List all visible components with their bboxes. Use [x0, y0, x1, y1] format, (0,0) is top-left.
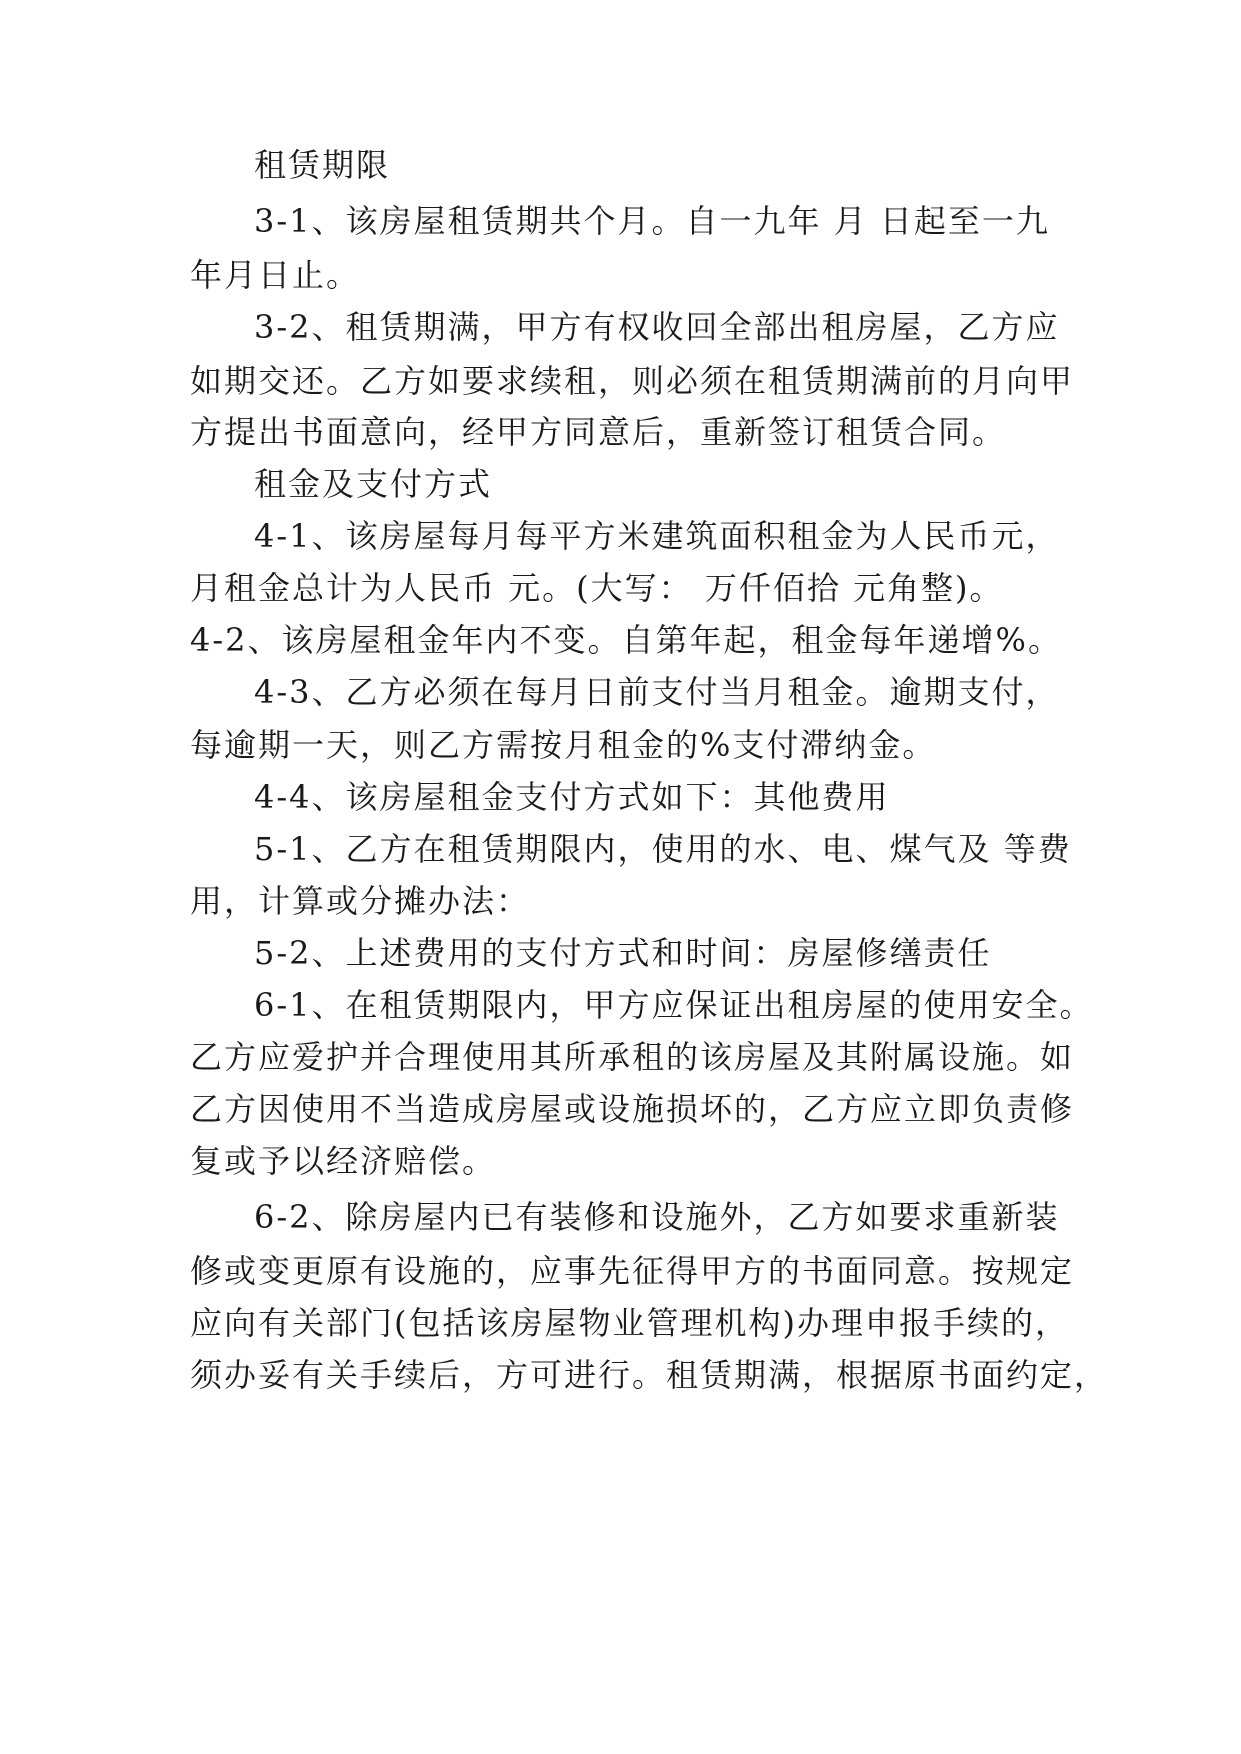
clause-4-2-line-1: 4-2、该房屋租金年内不变。自第年起，租金每年递增%。: [190, 621, 1062, 659]
clause-5-1-line-1: 5-1、乙方在租赁期限内，使用的水、电、煤气及 等费: [254, 830, 1072, 868]
clause-3-1-line-1: 3-1、该房屋租赁期共个月。自一九年 月 日起至一九: [254, 202, 1050, 240]
section-heading-rent-payment: 租金及支付方式: [254, 465, 493, 503]
clause-6-2-line-4: 须办妥有关手续后，方可进行。租赁期满，根据原书面约定，: [190, 1356, 1109, 1394]
clause-4-4-line-1: 4-4、该房屋租金支付方式如下：其他费用: [254, 778, 890, 816]
clause-6-2-line-3: 应向有关部门(包括该房屋物业管理机构)办理申报手续的，: [190, 1304, 1069, 1342]
clause-6-1-line-1: 6-1、在租赁期限内，甲方应保证出租房屋的使用安全。: [254, 986, 1094, 1024]
clause-3-2-line-1: 3-2、租赁期满，甲方有权收回全部出租房屋，乙方应: [254, 308, 1060, 346]
clause-3-2-line-2: 如期交还。乙方如要求续租，则必须在租赁期满前的月向甲: [190, 362, 1075, 400]
clause-6-1-line-2: 乙方应爱护并合理使用其所承租的该房屋及其附属设施。如: [190, 1038, 1075, 1076]
clause-3-2-line-3: 方提出书面意向，经甲方同意后，重新签订租赁合同。: [190, 413, 1007, 451]
clause-4-3-line-2: 每逾期一天，则乙方需按月租金的%支付滞纳金。: [190, 726, 937, 764]
clause-4-1-line-2: 月租金总计为人民币 元。(大写： 万仟佰拾 元角整)。: [190, 569, 1004, 607]
clause-6-1-line-4: 复或予以经济赔偿。: [190, 1142, 497, 1180]
clause-4-1-line-1: 4-1、该房屋每月每平方米建筑面积租金为人民币元，: [254, 517, 1060, 555]
clause-5-2-line-1: 5-2、上述费用的支付方式和时间：房屋修缮责任: [254, 934, 992, 972]
clause-5-1-line-2: 用，计算或分摊办法：: [190, 882, 531, 920]
section-heading-lease-term: 租赁期限: [254, 146, 391, 184]
clause-6-1-line-3: 乙方因使用不当造成房屋或设施损坏的，乙方应立即负责修: [190, 1090, 1075, 1128]
clause-6-2-line-1: 6-2、除房屋内已有装修和设施外，乙方如要求重新装: [254, 1198, 1060, 1236]
clause-4-3-line-1: 4-3、乙方必须在每月日前支付当月租金。逾期支付，: [254, 673, 1060, 711]
clause-6-2-line-2: 修或变更原有设施的，应事先征得甲方的书面同意。按规定: [190, 1252, 1075, 1290]
clause-3-1-line-2: 年月日止。: [190, 256, 361, 294]
